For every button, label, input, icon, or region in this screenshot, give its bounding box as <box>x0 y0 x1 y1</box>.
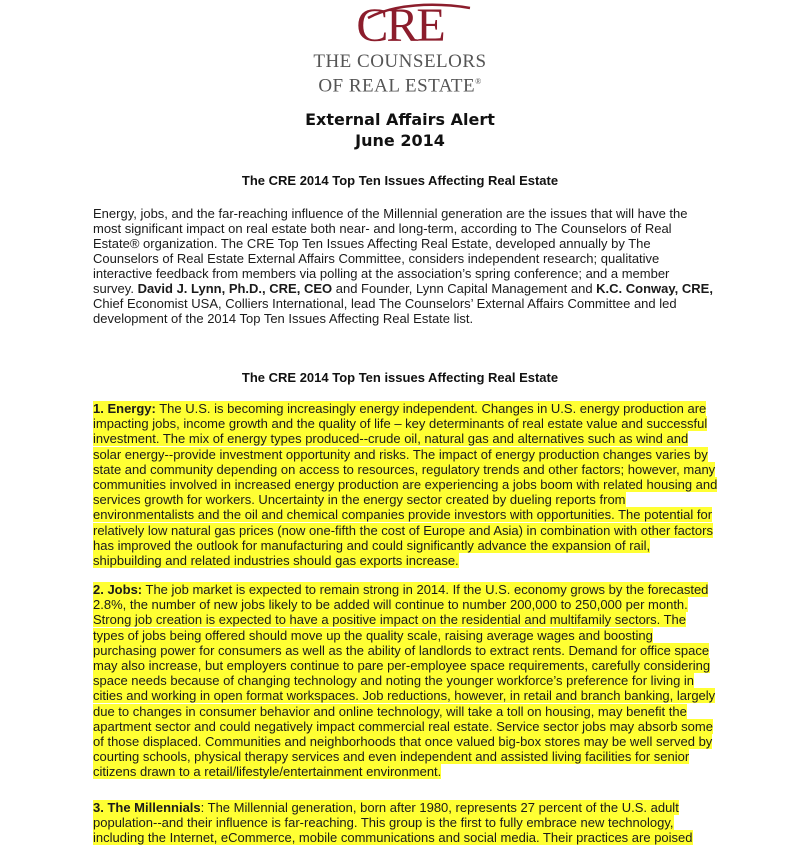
issue-millennials <box>93 800 718 846</box>
trademark-symbol: ® <box>475 77 482 86</box>
issue-energy <box>93 401 718 568</box>
cre-logo-mark <box>356 2 443 50</box>
intro-bold-1: David J. Lynn, Ph.D., CRE, CEO <box>137 281 333 296</box>
list-heading: The CRE 2014 Top Ten issues Affecting Real Estate <box>241 370 559 385</box>
intro-text-1: Energy, jobs, and the far-reaching influence of the Millennial generation are the issues that will have the most significant impact on real estate both near- and long-term, according to The Counselors of Real Estate® organization. The CRE Top Ten Issues Affecting Real Estate, developed annually by The Counselors of Real Estate External Affairs Committee, considers independent research; qualitative interactive feedback from members via polling at the association’s spring conference; and a member survey. <box>93 206 688 296</box>
issue-label: 2. Jobs: <box>93 582 143 597</box>
issue-label: 1. Energy: <box>93 401 156 416</box>
issue-label: 3. The Millennials <box>93 800 201 815</box>
logo-line-2 <box>0 72 800 96</box>
document-date: June 2014 <box>355 131 445 150</box>
issue-text: The job market is expected to remain strong in 2014. If the U.S. economy grows by the forecasted 2.8%, the number of new jobs likely to be added will continue to number 200,000 to 250,000 per month. Strong job creation is expected to have a positive impact on the residential and multifamily sectors. The types of jobs being offered should move up the quality scale, raising average wages and boosting purchasing power for consumers as well as the ability of landlords to extract rents. Demand for office space may also increase, but employers continue to pare per-employee space requirements, carefully considering space needs because of changing technology and noting the younger workforce’s preference for living in cities and working in open format workspaces. Job reductions, however, in retail and branch banking, largely due to changes in consumer behavior and online technology, will take a toll on housing, may benefit the apartment sector and could negatively impact commercial real estate. Service sector jobs may absorb some of those displaced. Communities and neighborhoods that once valued big-box stores may be well served by courting schools, physical therapy services and even independent and assisted living facilities for senior citizens drawn to a retail/lifestyle/entertainment environment. <box>93 582 716 780</box>
document-title: External Affairs Alert <box>305 110 495 129</box>
intro-bold-2: K.C. Conway, CRE, <box>596 281 713 296</box>
issue-text: : The Millennial generation, born after 1980, represents 27 percent of the U.S. adult population--and their influence is far-reaching. This group is the first to fully embrace new technology, including the Internet, eCommerce, mobile communications and social media. Their practices are poised <box>93 800 693 846</box>
document-subtitle: The CRE 2014 Top Ten Issues Affecting Real Estate <box>241 173 559 188</box>
cre-logo <box>0 2 800 96</box>
intro-text-2: and Founder, Lynn Capital Management and <box>332 281 597 296</box>
swoosh-icon <box>364 2 474 22</box>
logo-line-2-text: OF REAL ESTATE <box>318 75 476 97</box>
logo-mark-text: CRE <box>356 0 444 52</box>
issue-text: The U.S. is becoming increasingly energy independent. Changes in U.S. energy production are impacting jobs, income growth and the quality of life – key determinants of real estate value and successful investment. The mix of energy types produced--crude oil, natural gas and alternatives such as wind and solar energy--provide investment opportunity and risks. The impact of energy production changes varies by state and community depending on access to resources, regulatory trends and other factors; however, many communities involved in increased energy production are experiencing a jobs boom with related housing and services growth for workers. Uncertainty in the energy sector created by dueling reports from environmentalists and the oil and chemical companies provide investors with opportunities. The potential for relatively low natural gas prices (now one-fifth the cost of Europe and Asia) in combination with other factors has improved the outlook for manufacturing and could significantly advance the expansion of rail, shipbuilding and related industries should gas exports increase. <box>93 401 718 569</box>
intro-text-3: Chief Economist USA, Colliers International, lead The Counselors’ External Affairs Committee and led development of the 2014 Top Ten Issues Affecting Real Estate list. <box>93 296 677 326</box>
issue-jobs <box>93 582 718 780</box>
logo-line-1: THE COUNSELORS <box>313 51 487 72</box>
intro-paragraph <box>93 206 713 326</box>
